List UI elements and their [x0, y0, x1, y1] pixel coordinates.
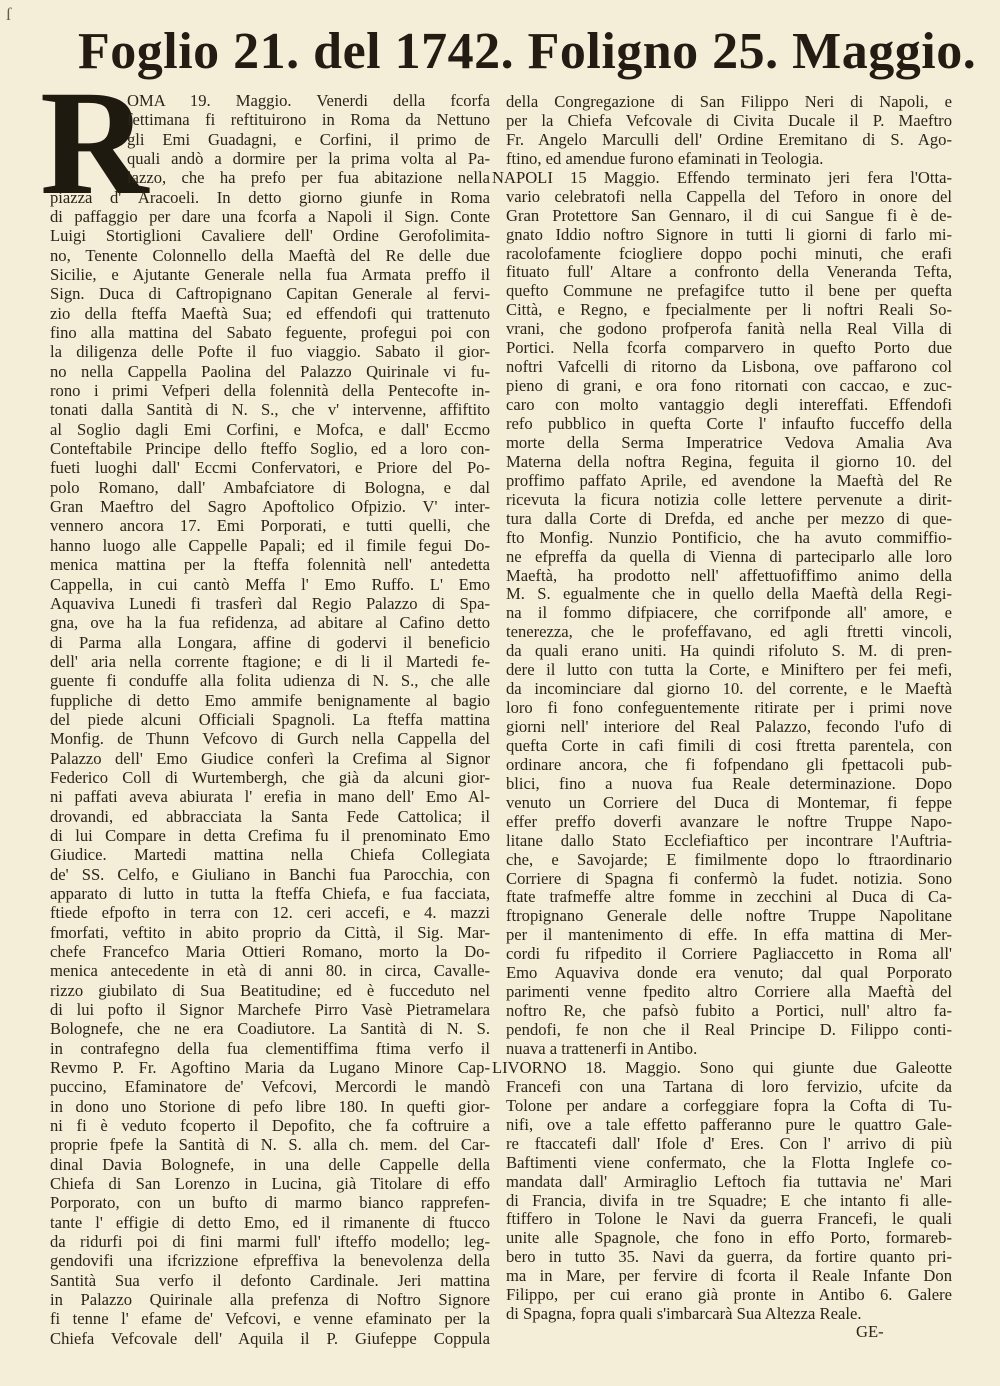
text-line: in contrafegno della fua clementiffima ftima verfo il	[50, 1038, 490, 1058]
text-line: Chiefa Vefcovale dell' Aquila il P. Giufeppe Coppula	[50, 1328, 490, 1348]
dateline-text-line: NAPOLI 15 Maggio. Effendo terminato jeri fera l'Otta-	[492, 167, 952, 187]
text-line: hanno luogo alle Cappelle Papali; ed il fimile fegui Do-	[50, 535, 490, 555]
text-line: fituato full' Altare a confronto della Veneranda Tefta,	[506, 262, 952, 282]
text-line: quefto Commune ne prefagifce tutto il bene per quefta	[506, 281, 952, 301]
text-line: Monfig. de Thunn Vefcovo di Gurch nella Cappella del	[50, 729, 490, 749]
text-line: Chiefa di San Lorenzo in Lucina, già Titolare di effo	[50, 1174, 490, 1194]
text-line: per la Chiefa Vefcovale di Civita Ducale il P. Maeftro	[506, 110, 952, 130]
text-line: de' SS. Celfo, e Giuliano in Banchi fua Parocchia, con	[50, 864, 490, 884]
text-line: tante l' effigie di detto Emo, ed il rimanente di ftucco	[50, 1212, 490, 1232]
text-line: pieno di grani, e ora fono ritornati con caccao, e zuc-	[506, 376, 952, 396]
text-line: piazza d' Aracoeli. In detto giorno giunfe in Roma	[50, 187, 490, 207]
text-line: per il mantenimento di effe. In effa mattina di Mer-	[506, 925, 952, 945]
text-line: in Palazzo Quirinale alla prefenza di Noftro Signore	[50, 1290, 490, 1310]
text-line: ftiede efpofto in terra con 12. ceri accefi, e 4. mazzi	[50, 903, 490, 923]
text-line: Federico Coll di Wurtembergh, che già da alcuni gior-	[50, 767, 490, 787]
text-line: Cappella, in cui cantò Meffa l' Emo Ruffo. L' Emo	[50, 574, 490, 594]
text-line: Bolognefe, che ne era Coadiutore. La Santità di N. S.	[50, 1019, 490, 1039]
text-line: da incominciare dal giorno 10. del corrente, e le Maeftà	[506, 679, 952, 699]
page-title: Foglio 21. del 1742. Foligno 25. Maggio.	[78, 23, 977, 80]
text-line: dere il lutto con tutta la Corte, e Miniftero per fei mefi,	[506, 660, 952, 680]
text-line: vario celebratofi nella Cappella del Teforo in onore del	[506, 186, 952, 206]
text-line: di Francia, divifa in tre Squadre; E che intanto fi alle-	[506, 1190, 952, 1210]
text-line: puccino, Efaminatore de' Vefcovi, Mercordi le mandò	[50, 1077, 490, 1097]
text-line: di paffaggio per dare una fcorfa a Napoli il Sign. Conte	[50, 207, 490, 227]
text-line: Sign. Duca di Caftropignano Capitan Generale al fervi-	[50, 284, 490, 304]
text-line: quali andò a dormire per la prima volta al Pa-	[127, 149, 490, 169]
text-line: Portici. Nella fcorfa comparvero in quefto Porto due	[506, 338, 952, 358]
text-line: ricevuta la ficura notizia colle lettere pervenute a dirit-	[506, 489, 952, 509]
text-line: ordinare ancora, che fi fofpendano gli fpettacoli pub-	[506, 754, 952, 774]
text-line: gli Emi Guadagni, e Corfini, il primo de	[127, 129, 490, 149]
text-line: che, e Savojarde; E fimilmente dopo lo ftraordinario	[506, 849, 952, 869]
text-line: zio della fteffa Maeftà Sua; ed effendofi qui trattenuto	[50, 303, 490, 323]
text-line: ni fi è veduto fcoperto il Depofito, che fa coftruire a	[50, 1116, 490, 1136]
text-line: OMA 19. Maggio. Venerdi della fcorfa	[127, 91, 490, 110]
text-line: di Spagna, fopra quali s'imbarcarà Sua Altezza Reale.	[506, 1304, 862, 1324]
text-line: Fr. Angelo Marculli dell' Ordine Eremitano di S. Ago-	[506, 129, 952, 149]
text-line: della Congregazione di San Filippo Neri di Napoli, e	[506, 92, 952, 111]
text-line: Santità Sua verfo il defonto Cardinale. Jeri mattina	[50, 1270, 490, 1290]
text-line: ftropignano Generale delle noftre Truppe Napolitane	[506, 906, 952, 926]
text-line: fuppliche di detto Emo ammife benignamente al bagio	[50, 690, 490, 710]
text-line: M. S. egualmente che in quello della Maeftà della Regi-	[506, 584, 952, 604]
text-line: gna, ove ha la fua refidenza, ad abitare al Cafino detto	[50, 613, 490, 633]
text-line: caro con molto vantaggio degli intereffati. Effendofi	[506, 395, 952, 415]
text-line: del piede alcuni Officiali Spagnoli. La fteffa mattina	[50, 709, 490, 729]
text-line: tenerezza, che le profeffavano, ed agli ftretti vincoli,	[506, 622, 952, 642]
text-line: Francefi con una Tartana di loro fervizio, ufcite da	[506, 1076, 952, 1096]
text-line: cordi fu rifpedito il Corriere Pagliaccetto in Roma all'	[506, 944, 952, 964]
text-line: fino alla mattina del Sabato feguente, profegui poi con	[50, 323, 490, 343]
text-line: tura dalla Corte di Drefda, ed anche per mezzo di que-	[506, 508, 952, 528]
text-line: rono i primi Vefperi della folennità della Pentecofte in-	[50, 381, 490, 401]
text-line: dell' aria nella corrente ftagione; e di li il Martedi fe-	[50, 651, 490, 671]
text-line: ni paffati aveva abiurata l' erefia in mano dell' Emo Al-	[50, 787, 490, 807]
text-line: da ridurfi poi di fini marmi full' ifteffo modello; leg-	[50, 1232, 490, 1252]
text-line: morte della Serma Imperatrice Vedova Amalia Ava	[506, 432, 952, 452]
text-line: fmorfati, veftito in abito proprio da Città, il Sig. Mar-	[50, 922, 490, 942]
text-line: ftiffero in Tolone le Navi da guerra Francefi, le quali	[506, 1209, 952, 1229]
text-line: noftri Vafcelli di ritorno da Lisbona, ove paffarono col	[506, 357, 952, 377]
text-line: Luigi Stortiglioni Cavaliere dell' Ordine Gerofolimita-	[50, 226, 490, 246]
text-line: Gran Maeftro del Sagro Apoftolico Ofpizio. V' inter-	[50, 497, 490, 517]
text-line: blici, fino a nuova fua Reale determinazione. Dopo	[506, 773, 952, 793]
text-line: Conteftabile Principe dello fteffo Soglio, ed a loro con-	[50, 439, 490, 459]
text-line: apparato di lutto in tutta la fteffa Chiefa, e fua facciata,	[50, 883, 490, 903]
text-line: unite alle Spagnole, che fono in effo Porto, formareb-	[506, 1228, 952, 1248]
text-line: gendovifi una ifcrizzione efpreffiva la benevolenza della	[50, 1251, 490, 1271]
text-line: refo pubblico in quefta Corte l' infaufto fucceffo della	[506, 413, 952, 433]
text-line: bero in tutto 35. Navi da guerra, da fortire quanto pri-	[506, 1247, 952, 1267]
text-line: Revmo P. Fr. Agoftino Maria da Lugano Minore Cap-	[50, 1058, 490, 1077]
text-line: Maeftà, ha prodotto nell' affettuofiffimo animo della	[506, 565, 952, 585]
text-line: Emo Aquaviva donde era venuto; dal qual Porporato	[506, 963, 952, 983]
text-line: drovandi, ed abbracciata la Santa Fede Cattolica; il	[50, 806, 490, 826]
text-line: di Parma alla Longara, affine di godervi il beneficio	[50, 632, 490, 652]
dateline-text-line: LIVORNO 18. Maggio. Sono qui giunte due Galeotte	[492, 1057, 952, 1077]
text-line: ne efpreffa da quella di Vienna di parteciparlo alle loro	[506, 546, 952, 566]
text-line: dinal Davia Bolognefe, in una delle Cappelle della	[50, 1154, 490, 1174]
text-line: fto Monfig. Nunzio Pontificio, che ha avuto commiffio-	[506, 527, 952, 547]
text-line: Corriere di Spagna fi confermò la fudet. notizia. Sono	[506, 868, 952, 888]
text-line: vennero ancora 17. Emi Porporati, e tutti quelli, che	[50, 516, 490, 536]
text-line: gnato Iddio noftro Signore in tutti li giorni di farlo mi-	[506, 224, 952, 244]
text-line: ma in Mare, per fervire di fcorta il Reale Infante Don	[506, 1266, 952, 1286]
text-line: noftro Re, che pafsò fubito a Portici, null' altro fa-	[506, 1001, 952, 1021]
text-line: proffimo paffato Aprile, ed avendone la Maeftà del Re	[506, 470, 952, 490]
text-line: rizzo giubilato di Sua Beatitudine; ed è fucceduto nel	[50, 980, 490, 1000]
text-line: menica antecedente in età di anni 80. in circa, Cavalle-	[50, 961, 490, 981]
text-line: na il fommo difpiacere, che corrifponde all' amore, e	[506, 603, 952, 623]
text-line: guente fi conduffe alla folita udienza di N. S., che alle	[50, 671, 490, 691]
text-line: proprie fpefe la Santità di N. S. alla ch. mem. del Car-	[50, 1135, 490, 1155]
text-line: in dono uno Storione di pefo libre 180. In quefti gior-	[50, 1096, 490, 1116]
text-line: pendofi, fe non che il Real Principe D. Filippo conti-	[506, 1020, 952, 1040]
catchword: GE-	[856, 1322, 884, 1341]
text-line: di lui pofto il Signor Marchefe Pirro Vasè Pietramelara	[50, 999, 490, 1019]
text-line: loro fi fono confeguentemente ritirate per i primi nove	[506, 698, 952, 718]
text-line: fi tenne l' efame de' Vefcovi, e venne efaminato per la	[50, 1309, 490, 1329]
text-line: nuava a trattenerfi in Antibo.	[506, 1039, 698, 1058]
text-line: mandata dall' Armiraglio Leftoch fia tuttavia ne' Mari	[506, 1171, 952, 1191]
text-line: Filippo, per cui erano già pronte in Antibo 6. Galere	[506, 1285, 952, 1305]
corner-mark: ſ	[6, 4, 12, 24]
text-line: nifi, ove a tale effetto pafferanno pure le quattro Gale-	[506, 1114, 952, 1134]
text-line: Baftimenti viene confermato, che la Flotta Inglefe co-	[506, 1152, 952, 1172]
text-line: Sicilie, e Ajutante Generale nella fua Armata preffo il	[50, 265, 490, 285]
text-line: Tolone per andare a corfeggiare fopra la Cofta di Tu-	[506, 1095, 952, 1115]
text-line: ftate trafmeffe altre fomme in zecchini al Duca di Ca-	[506, 887, 952, 907]
text-line: vrani, che godono profperofa fanità nella Real Villa di	[506, 319, 952, 339]
text-line: la diligenza delle Pofte il fuo viaggio. Sabato il gior-	[50, 342, 490, 362]
text-line: giorni nell' interiore del Real Palazzo, fecondo l'ufo di	[506, 717, 952, 737]
text-line: menica mattina per la fteffa folennità nell' antedetta	[50, 555, 490, 575]
text-line: di lui Compare in detta Crefima fu il prenominato Emo	[50, 825, 490, 845]
text-line: no, Tenente Colonnello della Maeftà del Re delle due	[50, 245, 490, 265]
text-line: lazzo, che ha prefo per fua abitazione nella	[127, 168, 490, 188]
text-line: quefta Corte in cafi fimili di cosi ftretta parentela, con	[506, 735, 952, 755]
text-line: racolofamente fciogliere doppo pochi minuti, che erafi	[506, 243, 952, 263]
text-line: Giudice. Martedi mattina nella Chiefa Collegiata	[50, 845, 490, 865]
drop-cap: R	[40, 60, 149, 226]
text-line: fettimana fi reftituirono in Roma da Nettuno	[127, 110, 490, 130]
text-line: Materna della noftra Regina, feguita il giorno 10. del	[506, 451, 952, 471]
text-line: al Soglio dagli Emi Corfini, e Mofca, e dall' Eccmo	[50, 419, 490, 439]
text-line: litane dallo Stato Ecclefiaftico per incontrare l'Auftria-	[506, 830, 952, 850]
text-line: Gran Protettore San Gennaro, il di cui Sangue fi è de-	[506, 205, 952, 225]
text-line: effer preffo doverfi avanzare le noftre Truppe Napo-	[506, 811, 952, 831]
text-line: chefe Francefco Maria Ottieri Romano, morto la Do-	[50, 941, 490, 961]
text-line: polo Romano, dall' Ambafciatore di Bologna, e dal	[50, 477, 490, 497]
text-line: no nella Cappella Paolina del Palazzo Quirinale vi fu-	[50, 361, 490, 381]
text-line: da quali erano uniti. Ha quindi rifoluto S. M. di pren-	[506, 641, 952, 661]
text-line: fueti luoghi dall' Eccmi Confervatori, e Priore del Po-	[50, 458, 490, 478]
text-line: Aquaviva Lunedi fi trasferì dal Regio Palazzo di Spa-	[50, 593, 490, 613]
text-line: parimenti venne fpedito altro Corriere alla Maeftà del	[506, 982, 952, 1002]
text-line: Palazzo dell' Emo Giudice conferì la Crefima al Signor	[50, 748, 490, 768]
text-line: Porporato, con un bufto di marmo bianco rapprefen-	[50, 1193, 490, 1213]
text-line: re ftaccatefi dall' Ifole d' Eres. Con l' arrivo di più	[506, 1133, 952, 1153]
text-line: venuto un Corriere del Duca di Montemar, fi feppe	[506, 792, 952, 812]
text-line: tonati dalla Santità di N. S., che v' intervenne, affiftito	[50, 400, 490, 420]
text-line: Città, e Regno, e fpecialmente per li noftri Reali So-	[506, 300, 952, 320]
text-line: ftino, ed amendue furono efaminati in Teologia.	[506, 148, 824, 168]
